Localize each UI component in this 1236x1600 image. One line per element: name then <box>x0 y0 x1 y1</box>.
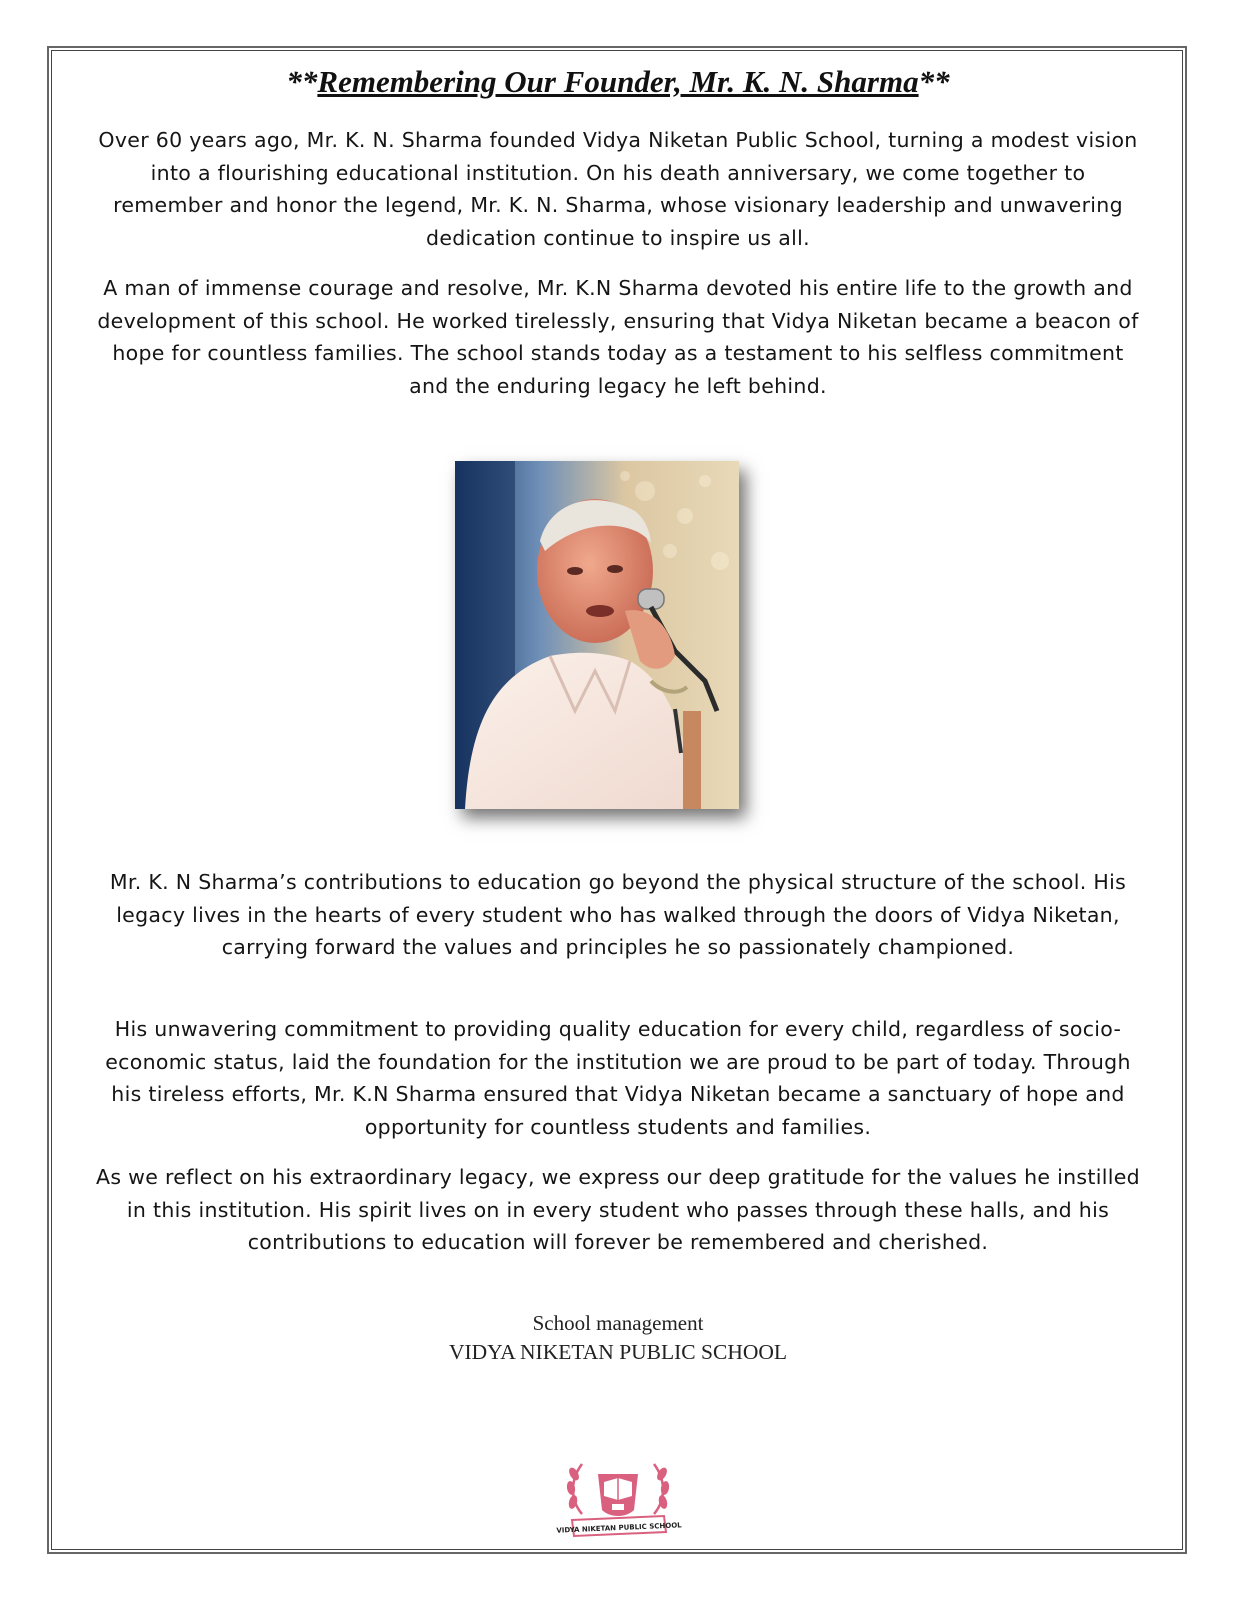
svg-text:VIDYA NIKETAN PUBLIC SCHOOL: VIDYA NIKETAN PUBLIC SCHOOL <box>556 1521 682 1535</box>
founder-photo <box>455 461 739 809</box>
paragraph-1: Over 60 years ago, Mr. K. N. Sharma founded Vidya Niketan Public School, turning a modest vision into a flourishing educational institution. On his death anniversary, we come together to remember and honor the legend, Mr. K. N. Sharma, whose visionary leadership and unwavering dedication continue to inspire us all. <box>98 128 1138 250</box>
paragraph-3: Mr. K. N Sharma’s contributions to education go beyond the physical structure of the school. His legacy lives in the hearts of every student who has walked through the doors of Vidya Niketan, carrying forward the values and principles he so passionately championed. <box>109 870 1127 959</box>
page-title <box>60 62 1176 102</box>
title-prefix: ** <box>286 64 318 99</box>
title-text: Remembering Our Founder, Mr. K. N. Sharma <box>317 64 919 99</box>
signature-role: School management <box>532 1311 704 1335</box>
paragraph-2: A man of immense courage and resolve, Mr. K.N Sharma devoted his entire life to the growth and development of this school. He worked tirelessly, ensuring that Vidya Niketan became a beacon of hope for countless families. The school stands today as a testament to his selfless commitment and the enduring legacy he left behind. <box>97 276 1139 398</box>
paragraph-4: His unwavering commitment to providing quality education for every child, regardless of socio-economic status, laid the foundation for the institution we are proud to be part of today. Through his tireless efforts, Mr. K.N Sharma ensured that Vidya Niketan became a sanctuary of hope and opportunity for countless students and families. <box>105 1017 1131 1139</box>
school-logo <box>556 1452 682 1544</box>
signature-school-name: VIDYA NIKETAN PUBLIC SCHOOL <box>448 1340 788 1364</box>
title-suffix: ** <box>918 64 950 99</box>
paragraph-5: As we reflect on his extraordinary legacy, we express our deep gratitude for the values he instilled in this institution. His spirit lives on in every student who passes through these halls, and his contributions to education will forever be remembered and cherished. <box>96 1165 1140 1254</box>
